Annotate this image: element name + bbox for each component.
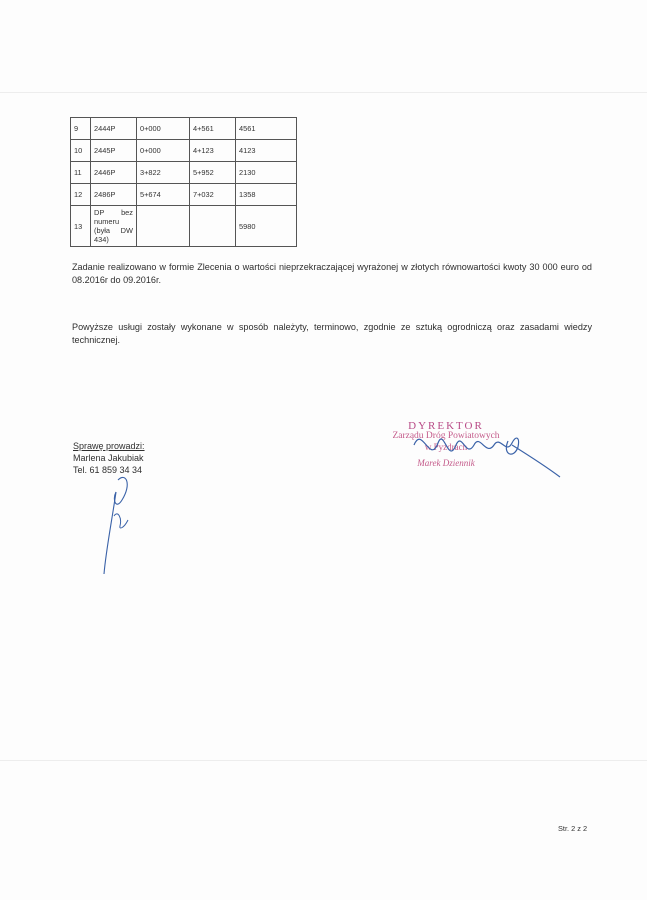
km-to: 4+561	[190, 118, 236, 140]
length: 4561	[236, 118, 297, 140]
km-from: 0+000	[137, 118, 190, 140]
row-number: 10	[71, 140, 91, 162]
km-from: 0+000	[137, 140, 190, 162]
table-row	[71, 118, 297, 140]
row-number: 12	[71, 184, 91, 206]
table-row	[71, 206, 297, 247]
km-from	[137, 206, 190, 247]
contact-heading: Sprawę prowadzi:	[73, 441, 145, 451]
road-number-line: (była DW	[94, 226, 133, 235]
table-row	[71, 184, 297, 206]
order-paragraph: Zadanie realizowano w formie Zlecenia o wartości nieprzekraczającej wyrażonej w złotych równowartości kwoty 30 000 euro od 08.2016r do 09.2016r.	[72, 262, 592, 285]
road-number	[91, 206, 137, 247]
stamp-office: Zarządu Dróg Powiatowych	[392, 431, 500, 441]
road-number-line: numeru	[94, 217, 120, 226]
table-row	[71, 162, 297, 184]
contact-phone: Tel. 61 859 34 34	[73, 465, 143, 475]
row-number: 13	[71, 206, 91, 247]
director-signature	[408, 415, 568, 485]
scan-artifact-line	[0, 92, 647, 93]
stamp-title: DYREKTOR	[408, 420, 484, 432]
road-number-line: 434)	[94, 235, 109, 244]
road-number: 2446P	[91, 162, 137, 184]
table-row	[71, 140, 297, 162]
road-sections-table	[70, 117, 297, 247]
stamp-signatory: Marek Dziennik	[417, 458, 475, 468]
row-number: 11	[71, 162, 91, 184]
road-number: 2445P	[91, 140, 137, 162]
length: 5980	[236, 206, 297, 247]
length: 4123	[236, 140, 297, 162]
quality-paragraph: Powyższe usługi zostały wykonane w sposób należyty, terminowo, zgodnie ze sztuką ogrodniczą oraz zasadami wiedzy technicznej.	[72, 322, 592, 345]
km-to: 4+123	[190, 140, 236, 162]
road-number: 2444P	[91, 118, 137, 140]
contact-name: Marlena Jakubiak	[73, 453, 144, 463]
km-to	[190, 206, 236, 247]
row-number: 9	[71, 118, 91, 140]
road-number-line: DP bez	[94, 208, 133, 217]
scan-artifact-line	[0, 760, 647, 761]
length: 1358	[236, 184, 297, 206]
km-from: 5+674	[137, 184, 190, 206]
road-number: 2486P	[91, 184, 137, 206]
km-to: 7+032	[190, 184, 236, 206]
page-number: Str. 2 z 2	[558, 824, 588, 833]
handwritten-initial-signature	[92, 470, 152, 580]
length: 2130	[236, 162, 297, 184]
km-to: 5+952	[190, 162, 236, 184]
km-from: 3+822	[137, 162, 190, 184]
stamp-location: w Pyzdrach	[424, 442, 468, 452]
